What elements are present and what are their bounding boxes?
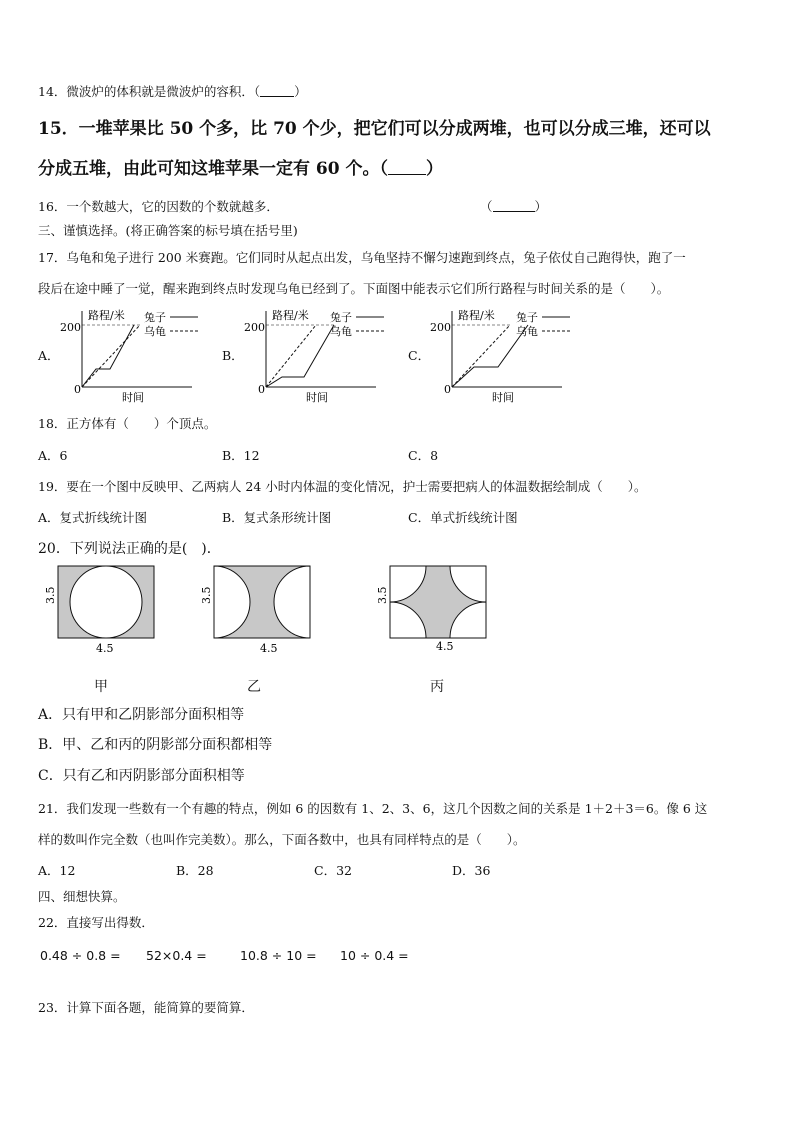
figure-jia-width: 4.5	[96, 642, 114, 654]
figure-bing	[370, 560, 492, 654]
graph-b-rabbit-line	[266, 325, 334, 387]
q22-item-2: 52×0.4 =	[146, 948, 207, 963]
q18-option-a[interactable]: A．6	[38, 448, 68, 463]
graph-b-origin: 0	[258, 383, 265, 396]
q16-paren-open: （	[480, 199, 493, 214]
q20-option-c[interactable]: C．只有乙和丙阴影部分面积相等	[38, 768, 245, 784]
q19-option-c[interactable]: C．单式折线统计图	[408, 510, 518, 525]
graph-c-legend-rabbit: 兔子	[516, 311, 538, 324]
graph-b-legend-rabbit: 兔子	[330, 311, 352, 324]
answer-blank[interactable]	[388, 162, 426, 175]
figure-bing-height: 3.5	[376, 586, 389, 604]
q21-option-a[interactable]: A．12	[38, 863, 76, 878]
graph-c-legend-turtle: 乌龟	[516, 325, 538, 338]
question-20: 20．下列说法正确的是( )．	[38, 541, 221, 557]
figure-jia-height: 3.5	[44, 586, 57, 604]
figure-yi	[194, 560, 316, 654]
question-21-line2: 样的数叫作完全数（也叫作完美数）。那么，下面各数中，也具有同样特点的是（ ）。	[38, 832, 526, 847]
question-19: 19．要在一个图中反映甲、乙两病人 24 小时内体温的变化情况，护士需要把病人的体温数据绘制成（ ）。	[38, 479, 647, 494]
figure-yi-width: 4.5	[260, 642, 278, 654]
graph-b	[244, 305, 394, 405]
question-22: 22．直接写出得数．	[38, 915, 154, 930]
question-23: 23．计算下面各题，能简算的要简算．	[38, 1000, 254, 1015]
graph-a-legend-turtle: 乌龟	[144, 325, 166, 338]
graph-c-turtle-line	[452, 325, 510, 387]
q17-option-a[interactable]: A．	[38, 348, 60, 363]
q22-item-4: 10 ÷ 0.4 =	[340, 948, 409, 963]
section-4-heading: 四、细想快算。	[38, 889, 126, 904]
graph-c-origin: 0	[444, 383, 451, 396]
question-17-line2: 段后在途中睡了一觉，醒来跑到终点时发现乌龟已经到了。下面图中能表示它们所行路程与时间关系的是（ ）。	[38, 281, 670, 296]
figure-yi-height: 3.5	[200, 586, 213, 604]
graph-b-xlabel: 时间	[306, 391, 328, 404]
answer-blank[interactable]	[493, 199, 535, 212]
question-16: 16．一个数越大，它的因数的个数就越多．	[38, 199, 279, 214]
graph-a-origin: 0	[74, 383, 81, 396]
graph-a-turtle-line	[82, 325, 140, 387]
graph-b-ytick: 200	[244, 321, 265, 334]
q19-option-a[interactable]: A．复式折线统计图	[38, 510, 148, 525]
graph-b-turtle-line	[266, 325, 316, 387]
section-3-heading: 三、谨慎选择。(将正确答案的标号填在括号里)	[38, 223, 298, 238]
q20-option-a[interactable]: A．只有甲和乙阴影部分面积相等	[38, 707, 245, 723]
figure-jia-label: 甲	[94, 679, 108, 695]
q16-paren-close: ）	[534, 199, 548, 214]
q21-option-c[interactable]: C．32	[314, 863, 352, 878]
graph-a-ytick: 200	[60, 321, 81, 334]
figure-bing-label: 丙	[430, 679, 444, 695]
graph-c-xlabel: 时间	[492, 391, 514, 404]
q22-item-3: 10.8 ÷ 10 =	[240, 948, 317, 963]
answer-blank[interactable]	[260, 84, 294, 97]
q18-option-c[interactable]: C．8	[408, 448, 439, 463]
question-14	[38, 84, 307, 100]
graph-a-legend-rabbit: 兔子	[144, 311, 166, 324]
q19-option-b[interactable]: B．复式条形统计图	[222, 510, 332, 525]
question-15-line1: 15．一堆苹果比 50 个多，比 70 个少，把它们可以分成两堆，也可以分成三堆，还可以	[38, 119, 711, 139]
q18-option-b[interactable]: B．12	[222, 448, 260, 463]
graph-a-ylabel: 路程/米	[88, 309, 125, 322]
figure-yi-label: 乙	[247, 679, 261, 695]
graph-b-legend-turtle: 乌龟	[330, 325, 352, 338]
q16-answer	[480, 199, 547, 215]
figure-jia	[38, 560, 160, 654]
q17-option-b[interactable]: B．	[222, 348, 244, 363]
q17-option-c[interactable]: C．	[408, 348, 431, 363]
graph-b-ylabel: 路程/米	[272, 309, 309, 322]
q21-option-d[interactable]: D．36	[452, 863, 491, 878]
figure-bing-width: 4.5	[436, 640, 454, 653]
question-17-line1: 17．乌龟和兔子进行 200 米赛跑。它们同时从起点出发，乌龟坚持不懈匀速跑到终点，兔子依仗自己跑得快，跑了一	[38, 250, 686, 265]
graph-a	[60, 305, 210, 405]
graph-c-ytick: 200	[430, 321, 451, 334]
graph-c	[430, 305, 580, 405]
question-18: 18．正方体有（ ）个顶点。	[38, 416, 217, 431]
q21-option-b[interactable]: B．28	[176, 863, 214, 878]
question-21-line1: 21．我们发现一些数有一个有趣的特点，例如 6 的因数有 1、2、3、6，这几个因数之间的关系是 1＋2＋3＝6。像 6 这	[38, 801, 708, 816]
q15-text: 分成五堆，由此可知这堆苹果一定有 60 个。（	[38, 159, 388, 179]
graph-a-xlabel: 时间	[122, 391, 144, 404]
q14-text: 14．微波炉的体积就是微波炉的容积．（	[38, 84, 261, 99]
q22-item-1: 0.48 ÷ 0.8 =	[40, 948, 121, 963]
question-15-line2	[38, 158, 443, 180]
q14-tail: ）	[294, 84, 307, 99]
graph-a-rabbit-line	[82, 325, 134, 387]
graph-c-ylabel: 路程/米	[458, 309, 495, 322]
q20-option-b[interactable]: B．甲、乙和丙的阴影部分面积都相等	[38, 737, 273, 753]
q15-tail: ）	[426, 159, 443, 179]
